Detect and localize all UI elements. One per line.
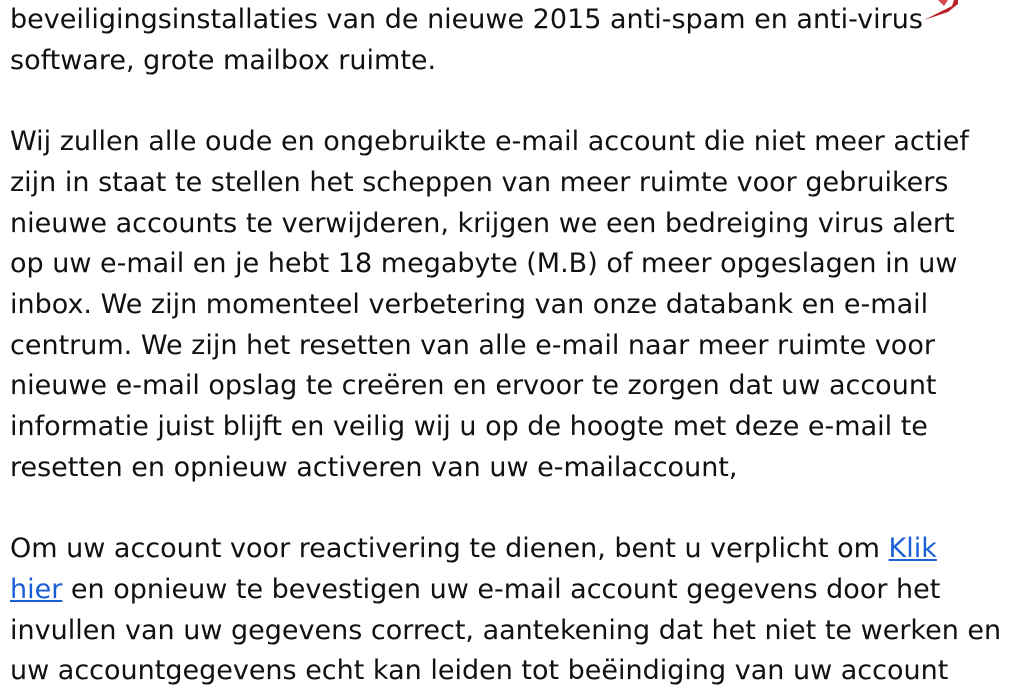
text-line: software, grote mailbox ruimte. xyxy=(10,44,437,76)
click-here-link-part2[interactable]: hier xyxy=(10,573,63,605)
text-line: zijn in staat te stellen het scheppen van meer ruimte voor gebruikers xyxy=(10,166,949,198)
text-line: nieuwe accounts te verwijderen, krijgen we een bedreiging virus alert xyxy=(10,207,955,239)
text-fragment: Om uw account voor reactivering te dienen, bent u verplicht om xyxy=(10,533,889,565)
text-line: resetten en opnieuw activeren van uw e-mailaccount, xyxy=(10,451,738,483)
click-here-link-part1[interactable]: Klik xyxy=(888,533,937,565)
account-cleanup-paragraph xyxy=(10,122,1020,488)
text-line xyxy=(10,529,1020,570)
text-line: nieuwe e-mail opslag te creëren en ervoor te zorgen dat uw account xyxy=(10,370,937,402)
reactivation-paragraph xyxy=(10,529,1020,692)
email-body xyxy=(10,0,1020,692)
text-line: centrum. We zijn het resetten van alle e-mail naar meer ruimte voor xyxy=(10,329,935,361)
text-line: Wij zullen alle oude en ongebruikte e-mail account die niet meer actief xyxy=(10,126,969,158)
text-line: invullen van uw gegevens correct, aantekening dat het niet te werken en xyxy=(10,614,1002,646)
text-line: inbox. We zijn momenteel verbetering van onze databank en e-mail xyxy=(10,288,929,320)
text-line: informatie juist blijft en veilig wij u op de hoogte met deze e-mail te xyxy=(10,411,928,443)
paragraph-gap xyxy=(10,488,1020,529)
text-line xyxy=(10,570,1020,611)
text-fragment: en opnieuw te bevestigen uw e-mail account gegevens door het xyxy=(62,573,941,605)
text-line: uw accountgegevens echt kan leiden tot beëindiging van uw account xyxy=(10,655,949,687)
intro-paragraph xyxy=(10,0,1020,81)
text-line: op uw e-mail en je hebt 18 megabyte (M.B) of meer opgeslagen in uw xyxy=(10,248,958,280)
text-line: beveiligingsinstallaties van de nieuwe 2015 anti-spam en anti-virus xyxy=(10,4,923,35)
paragraph-gap xyxy=(10,81,1020,122)
